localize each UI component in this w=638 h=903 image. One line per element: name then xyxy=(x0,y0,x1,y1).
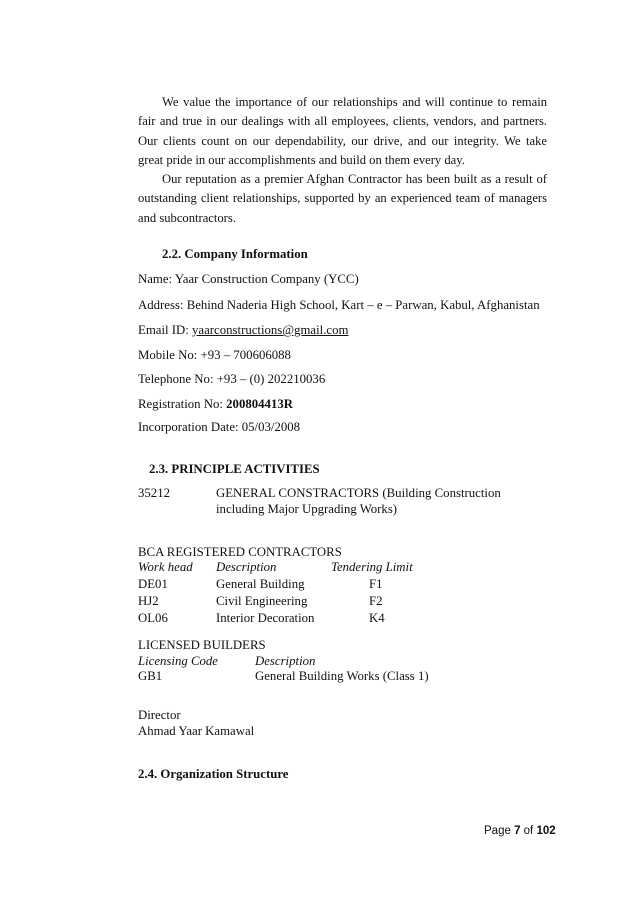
director-name: Ahmad Yaar Kamawal xyxy=(138,724,255,738)
intro-paragraph-1-text: We value the importance of our relationships and will continue to remain fair and true in our dealings with all employees, clients, vendors, and partners. Our clients count on our dependability, our drive, and our integrity. We take great pride in our accomplishments and build on them every day. xyxy=(138,95,547,167)
page-footer xyxy=(484,825,556,837)
intro-paragraph-2-text: Our reputation as a premier Afghan Contractor has been built as a result of outstanding client relationships, supported by an experienced team of managers and subcontractors. xyxy=(138,172,547,225)
bca-row-2-work-head: HJ2 xyxy=(138,594,159,608)
activity-code: 35212 xyxy=(138,486,170,500)
registration-number: 200804413R xyxy=(226,397,293,411)
bca-row-3-work-head: OL06 xyxy=(138,611,168,625)
activity-description-line-2: including Major Upgrading Works) xyxy=(216,502,398,516)
org-structure-heading: 2.4. Organization Structure xyxy=(138,767,289,781)
intro-paragraph-1 xyxy=(138,93,547,170)
bca-row-3-description: Interior Decoration xyxy=(216,611,315,625)
company-incorporation: Incorporation Date: 05/03/2008 xyxy=(138,420,301,434)
bca-row-1-work-head: DE01 xyxy=(138,577,168,591)
company-name: Name: Yaar Construction Company (YCC) xyxy=(138,272,359,286)
company-mobile: Mobile No: +93 – 700606088 xyxy=(138,348,291,362)
footer-page-label: Page xyxy=(484,825,515,837)
intro-paragraph-2 xyxy=(138,170,547,228)
footer-page-number: 7 xyxy=(514,825,521,837)
licensed-row-description: General Building Works (Class 1) xyxy=(255,669,429,683)
company-telephone: Telephone No: +93 – (0) 202210036 xyxy=(138,372,326,386)
bca-row-3-limit: K4 xyxy=(369,611,385,625)
licensed-title: LICENSED BUILDERS xyxy=(138,638,266,652)
bca-header-work-head: Work head xyxy=(138,560,193,574)
bca-row-2-limit: F2 xyxy=(369,594,383,608)
email-label: Email ID: xyxy=(138,323,193,337)
licensed-header-description: Description xyxy=(255,654,316,668)
registration-label: Registration No: xyxy=(138,397,227,411)
licensed-header-code: Licensing Code xyxy=(138,654,218,668)
bca-row-2-description: Civil Engineering xyxy=(216,594,308,608)
email-link[interactable]: yaarconstructions@gmail.com xyxy=(192,323,349,337)
activities-heading: 2.3. PRINCIPLE ACTIVITIES xyxy=(149,462,320,476)
company-info-heading: 2.2. Company Information xyxy=(162,247,308,261)
bca-title: BCA REGISTERED CONTRACTORS xyxy=(138,545,342,559)
company-email xyxy=(138,323,348,338)
director-label: Director xyxy=(138,708,181,722)
company-address: Address: Behind Naderia High School, Kart – e – Parwan, Kabul, Afghanistan xyxy=(138,298,540,312)
bca-row-1-description: General Building xyxy=(216,577,305,591)
footer-of-label: of xyxy=(520,825,537,837)
bca-header-tendering-limit: Tendering Limit xyxy=(331,560,413,574)
licensed-row-code: GB1 xyxy=(138,669,163,683)
activity-description-line-1: GENERAL CONSTRACTORS (Building Construction xyxy=(216,486,501,500)
bca-row-1-limit: F1 xyxy=(369,577,383,591)
footer-total-pages: 102 xyxy=(536,825,556,837)
company-registration xyxy=(138,397,293,412)
bca-header-description: Description xyxy=(216,560,277,574)
